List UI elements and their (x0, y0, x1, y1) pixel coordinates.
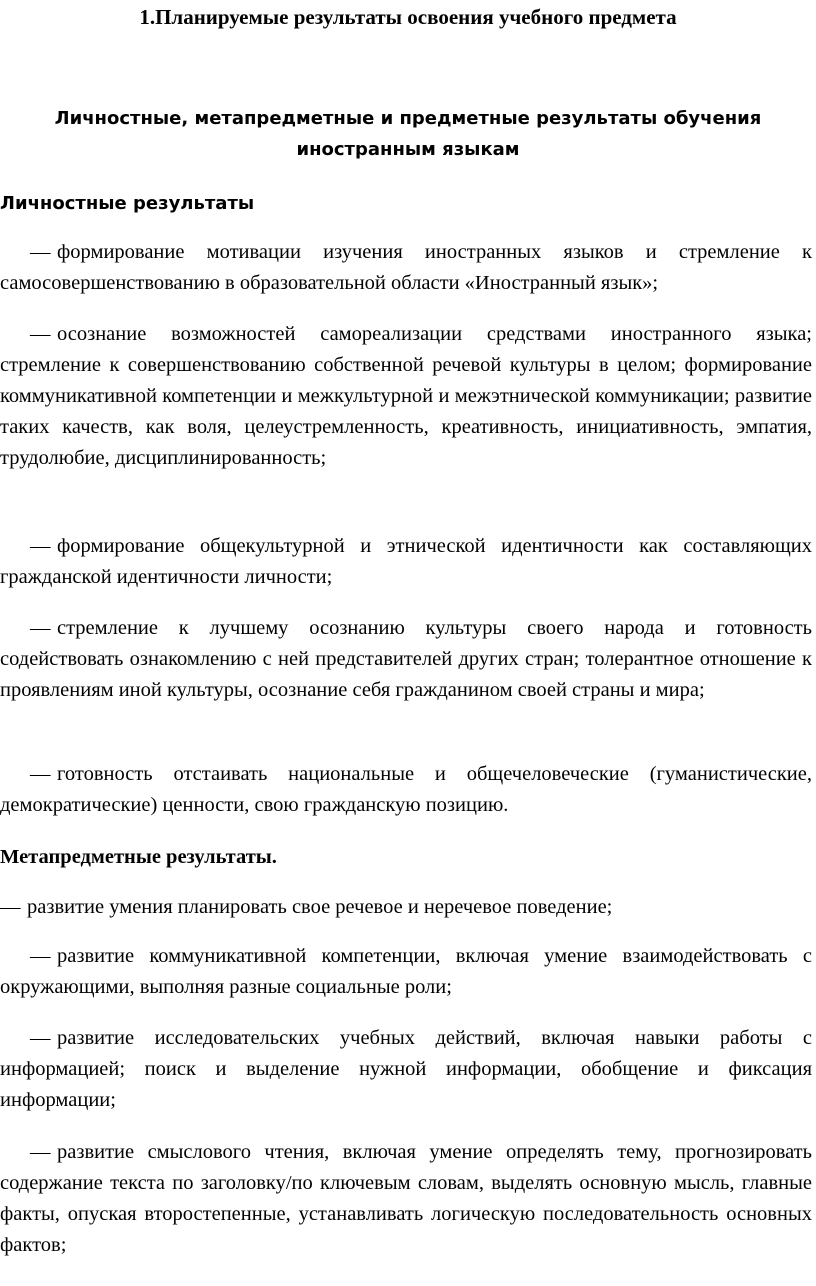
dash-mark: — (30, 945, 51, 967)
meta-item-3 (0, 1023, 812, 1116)
personal-item-1 (0, 237, 812, 299)
dash-mark: — (30, 617, 51, 639)
meta-item-text: развитие исследовательских учебных действий, включая навыки работы с информацией; поиск и выделение нужной информации, обобщение и фиксация информации; (0, 1027, 812, 1111)
meta-item-2 (0, 941, 812, 1003)
personal-item-text: формирование общекультурной и этнической идентичности как составляющих гражданской идентичности личности; (0, 535, 812, 588)
personal-item-text: осознание возможностей самореализации средствами иностранного языка; стремление к совершенствованию собственной речевой культуры в целом; формирование коммуникативной компетенции и межкультурной и межэтнической коммуникации; развитие таких качеств, как воля, целеустремленность, креативность, инициативность, эмпатия, трудолюбие, дисциплинированность; (0, 323, 812, 469)
meta-item-text: развитие смыслового чтения, включая умение определять тему, прогнозировать содержание текста по заголовку/по ключевым словам, выделять основную мысль, главные факты, опуская второстепенные, устанавливать логическую последовательность основных фактов; (0, 1141, 812, 1256)
meta-results-heading: Метапредметные результаты. (0, 846, 277, 868)
dash-mark: — (30, 1027, 51, 1049)
personal-item-2 (0, 319, 812, 474)
personal-item-4 (0, 613, 812, 706)
dash-mark: — (0, 896, 21, 918)
meta-item-1 (0, 892, 812, 923)
subtitle-line-2: иностранным языкам (296, 139, 520, 160)
personal-results-heading: Личностные результаты (0, 193, 255, 214)
meta-item-text: развитие умения планировать свое речевое и неречевое поведение; (27, 896, 613, 918)
dash-mark: — (30, 1141, 51, 1163)
meta-item-text: развитие коммуникативной компетенции, включая умение взаимодействовать с окружающими, выполняя разные социальные роли; (0, 945, 812, 998)
personal-item-text: готовность отстаивать национальные и общечеловеческие (гуманистические, демократические) ценности, свою гражданскую позицию. (0, 763, 812, 816)
dash-mark: — (30, 323, 51, 345)
page-title: 1.Планируемые результаты освоения учебного предмета (139, 5, 677, 29)
personal-item-3 (0, 531, 812, 593)
dash-mark: — (30, 241, 51, 263)
dash-mark: — (30, 535, 51, 557)
personal-item-5 (0, 759, 812, 821)
personal-item-text: стремление к лучшему осознанию культуры своего народа и готовность содействовать ознакомлению с ней представителей других стран; толерантное отношение к проявлениям иной культуры, осознание себя гражданином своей страны и мира; (0, 617, 812, 701)
meta-item-4 (0, 1137, 812, 1261)
subtitle-line-1: Личностные, метапредметные и предметные результаты обучения (54, 108, 762, 129)
dash-mark: — (30, 763, 51, 785)
section-subtitle (0, 103, 816, 165)
personal-item-text: формирование мотивации изучения иностранных языков и стремление к самосовершенствованию в образовательной области «Иностранный язык»; (0, 241, 812, 294)
